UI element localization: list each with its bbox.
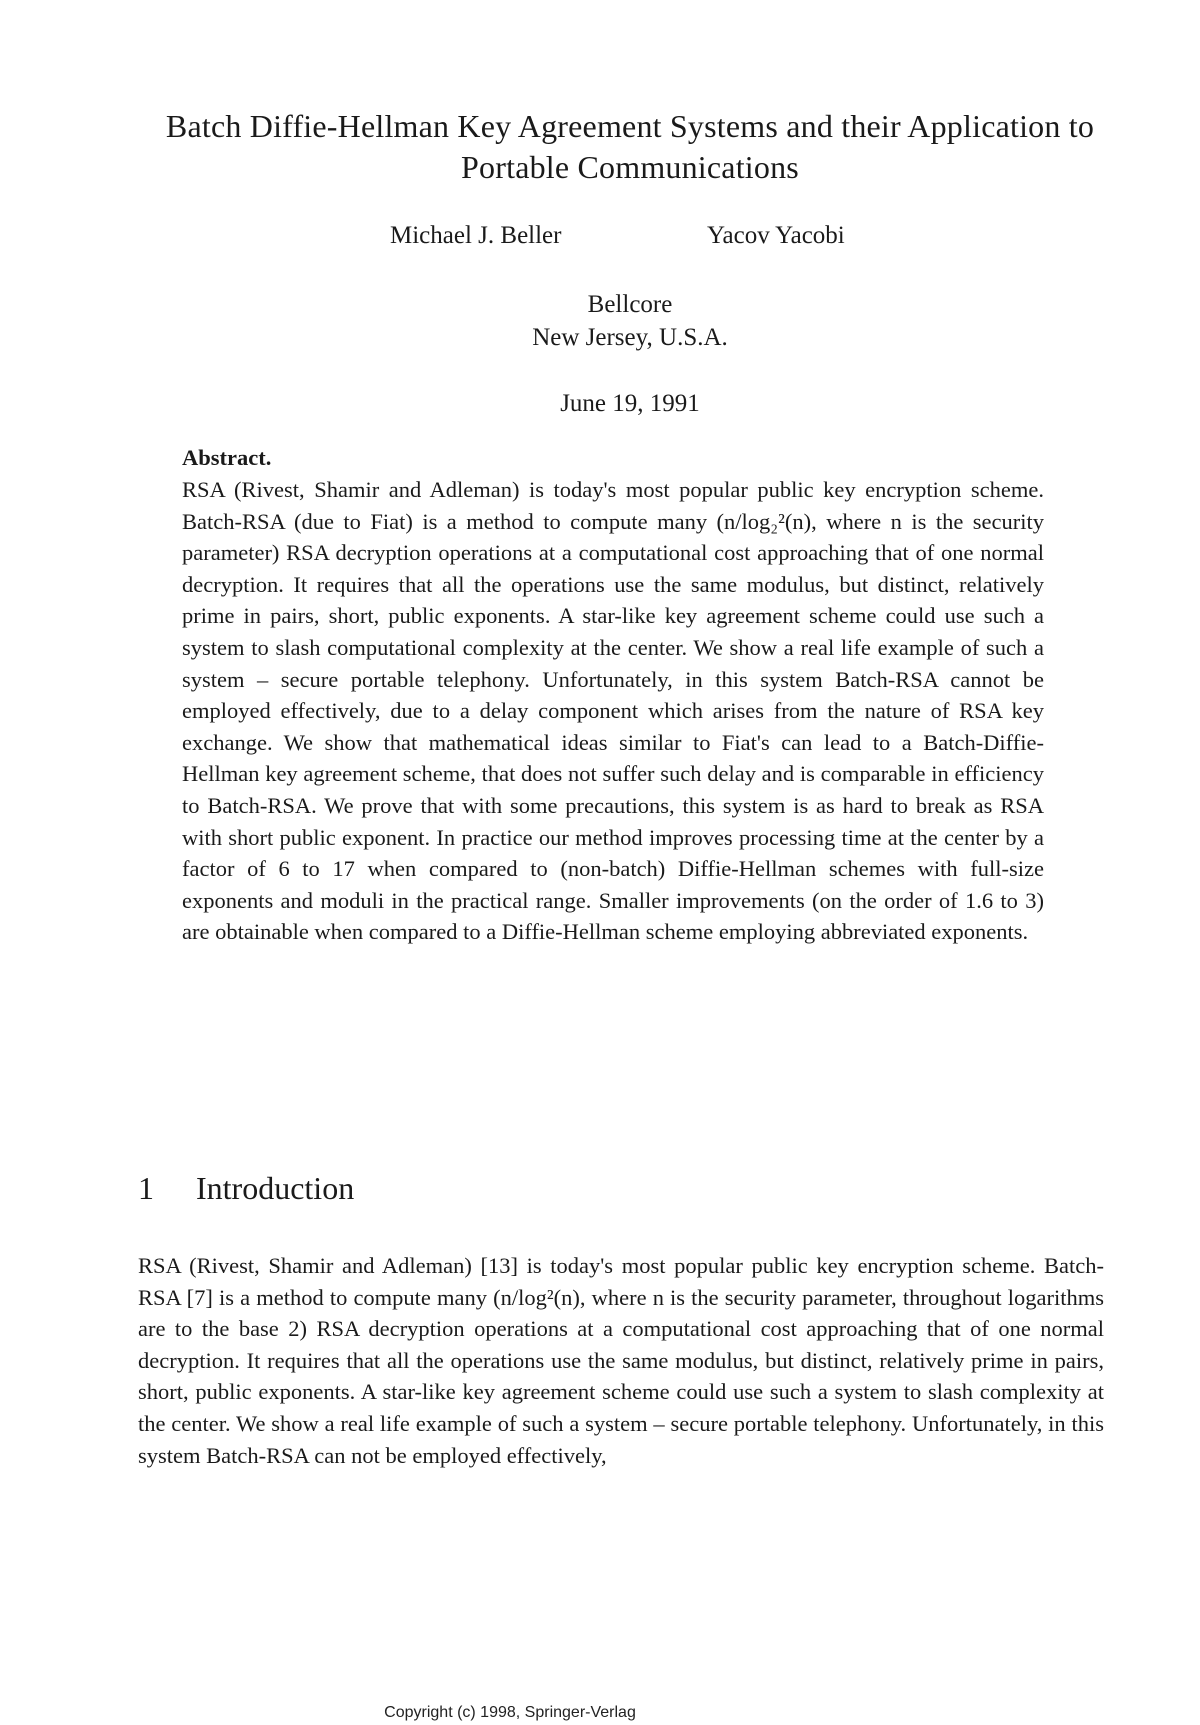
paper-date: June 19, 1991: [560, 390, 700, 417]
author-name: Yacov Yacobi: [707, 222, 845, 249]
affiliation: [330, 288, 930, 354]
section-title: Introduction: [196, 1170, 355, 1206]
paper-title: Batch Diffie-Hellman Key Agreement Systems and their Application to Portable Communications: [165, 108, 1095, 185]
copyright-notice: Copyright (c) 1998, Springer-Verlag: [384, 1704, 636, 1721]
abstract-text: RSA (Rivest, Shamir and Adleman) is today's most popular public key encryption scheme. Batch-RSA (due to Fiat) is a method to compute many (n/log₂²(n), where n is the security parameter) RSA decryption operations at a computational cost approaching that of one normal decryption. It requires that all the operations use the same modulus, but distinct, relatively prime in pairs, short, public exponents. A star-like key agreement scheme could use such a system to slash computational complexity at the center. We show a real life example of such a system – secure portable telephony. Unfortunately, in this system Batch-RSA cannot be employed effectively, due to a delay component which arises from the nature of RSA key exchange. We show that mathematical ideas similar to Fiat's can lead to a Batch-Diffie-Hellman key agreement scheme, that does not suffer such delay and is comparable in efficiency to Batch-RSA. We prove that with some precautions, this system is as hard to break as RSA with short public exponent. In practice our method improves processing time at the center by a factor of 6 to 17 when compared to (non-batch) Diffie-Hellman schemes with full-size exponents and moduli in the practical range. Smaller improvements (on the order of 1.6 to 3) are obtainable when compared to a Diffie-Hellman scheme employing abbreviated exponents.: [182, 477, 1044, 945]
section-heading-introduction: [138, 1170, 354, 1207]
section-number: 1: [138, 1170, 154, 1206]
affiliation-organization: Bellcore: [587, 291, 673, 318]
introduction-text: RSA (Rivest, Shamir and Adleman) [13] is today's most popular public key encryption scheme. Batch-RSA [7] is a method to compute many (n/log²(n), where n is the security parameter, throughout logarithms are to the base 2) RSA decryption operations at a computational cost approaching that of one normal decryption. It requires that all the operations use the same modulus, but distinct, relatively prime in pairs, short, public exponents. A star-like key agreement scheme could use such a system to slash complexity at the center. We show a real life example of such a system – secure portable telephony. Unfortunately, in this system Batch-RSA can not be employed effectively,: [138, 1253, 1104, 1468]
abstract-heading: Abstract.: [182, 445, 272, 470]
affiliation-location: New Jersey, U.S.A.: [532, 324, 728, 351]
abstract: [182, 443, 1044, 948]
author-name: Michael J. Beller: [390, 222, 562, 249]
